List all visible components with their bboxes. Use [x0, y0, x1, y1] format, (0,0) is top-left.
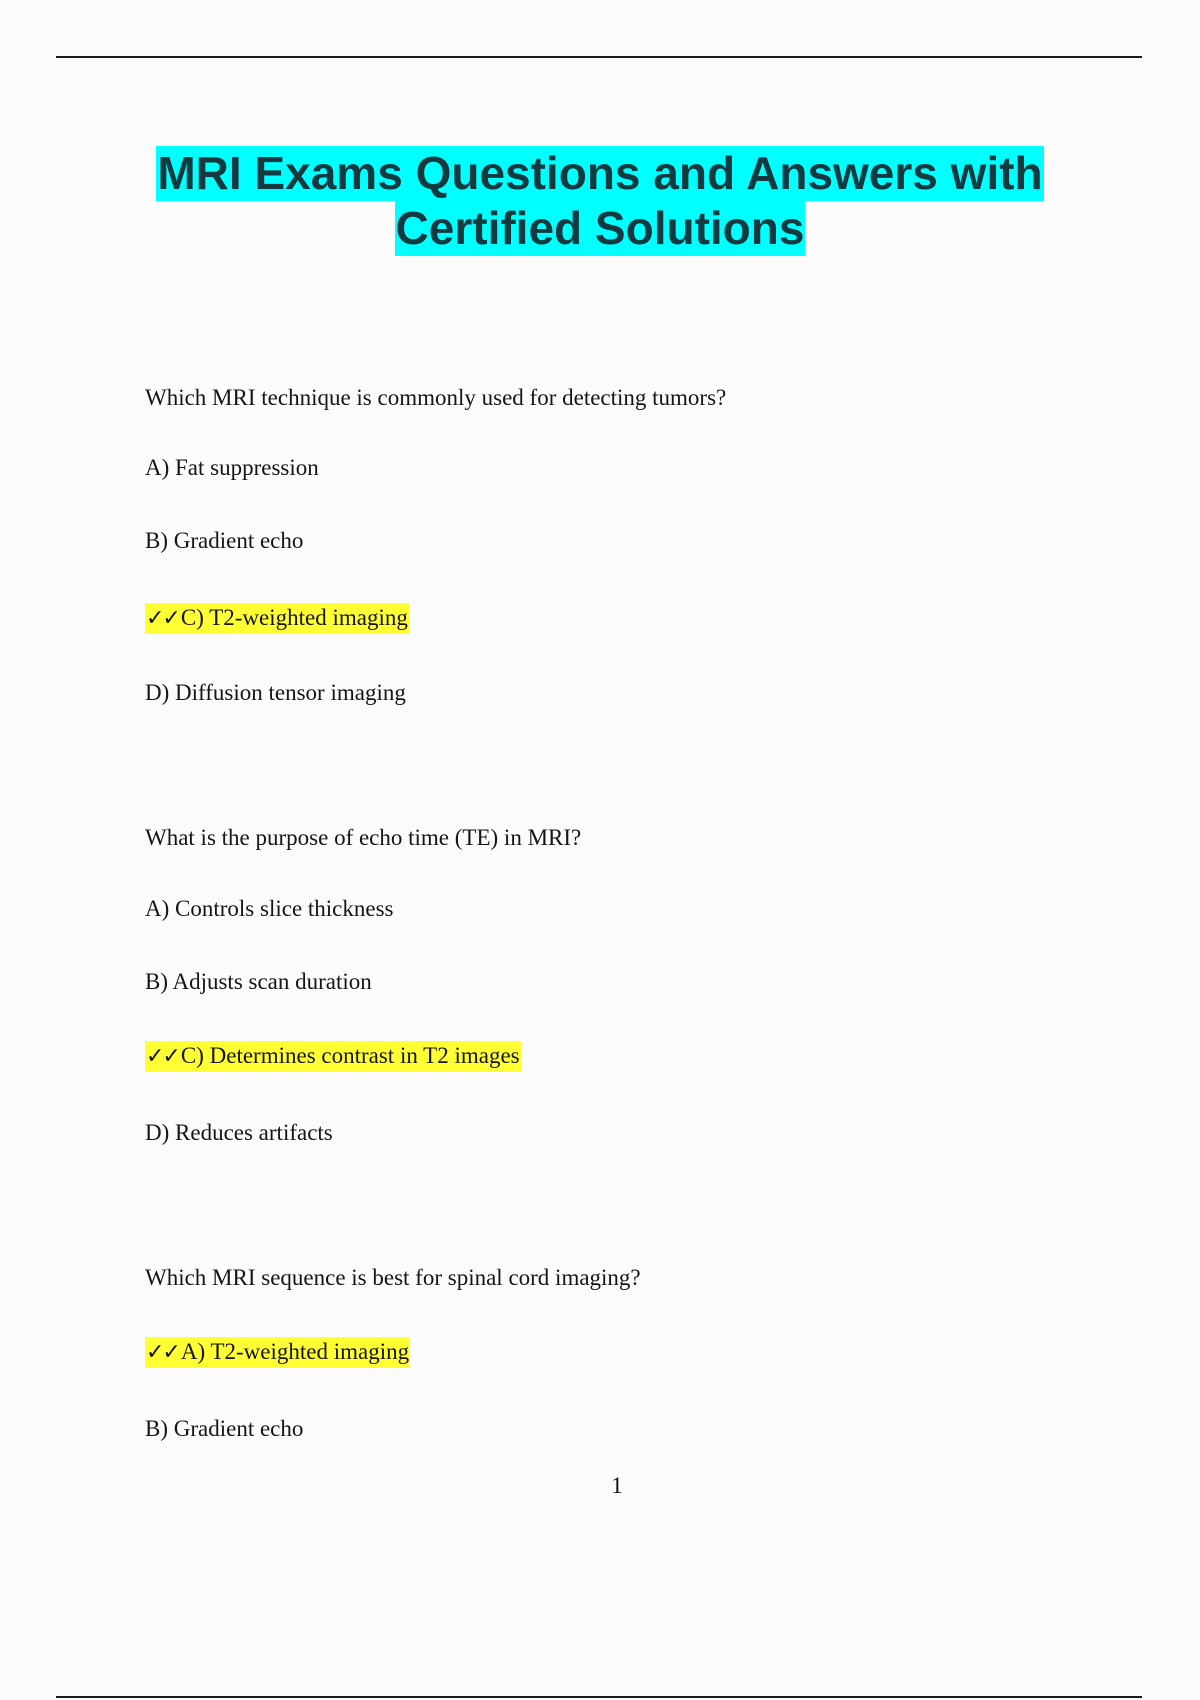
question-1-option-a: A) Fat suppression — [145, 455, 319, 480]
question-1-text: Which MRI technique is commonly used for detecting tumors? — [145, 385, 727, 410]
question-2-option-c: C) Determines contrast in T2 images — [180, 1043, 520, 1068]
check-mark-icon: ✓✓ — [146, 606, 179, 631]
question-2-correct-answer — [145, 1041, 521, 1072]
document-title-line-2: Certified Solutions — [395, 202, 805, 254]
check-mark-icon: ✓✓ — [146, 1340, 179, 1365]
question-3-text: Which MRI sequence is best for spinal cord imaging? — [145, 1265, 641, 1290]
question-1-correct-answer — [145, 603, 409, 634]
check-mark-icon: ✓✓ — [146, 1044, 179, 1069]
header-rule — [56, 56, 1142, 58]
document-title — [0, 146, 1200, 256]
question-2-text: What is the purpose of echo time (TE) in MRI? — [145, 825, 582, 850]
question-1-option-d: D) Diffusion tensor imaging — [145, 680, 406, 705]
question-3-option-b: B) Gradient echo — [145, 1416, 304, 1441]
document-title-line-1: MRI Exams Questions and Answers with — [157, 147, 1043, 199]
question-3-option-a: A) T2-weighted imaging — [180, 1339, 410, 1364]
question-3-correct-answer — [145, 1337, 410, 1368]
question-2-option-b: B) Adjusts scan duration — [145, 969, 372, 994]
question-2-option-a: A) Controls slice thickness — [145, 896, 394, 921]
question-2-option-d: D) Reduces artifacts — [145, 1120, 333, 1145]
question-1-option-c: C) T2-weighted imaging — [180, 605, 408, 630]
page-number: 1 — [611, 1473, 623, 1498]
footer-rule — [56, 1696, 1142, 1698]
question-1-option-b: B) Gradient echo — [145, 528, 304, 553]
